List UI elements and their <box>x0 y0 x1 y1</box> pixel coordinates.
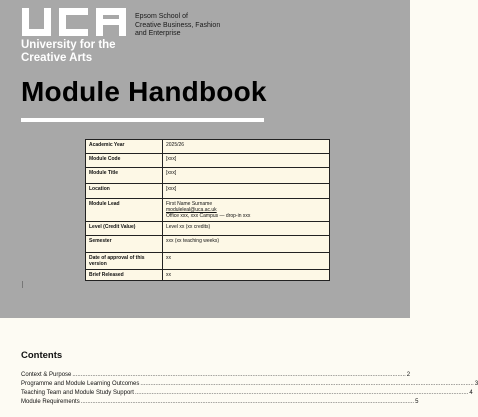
info-value <box>163 270 330 281</box>
info-value-line: xx <box>166 255 171 261</box>
contents-entry-leader: ........................................................................................................................................................................................................ <box>80 399 415 405</box>
info-row <box>86 168 330 184</box>
contents-entry-label: Programme and Module Learning Outcomes <box>21 381 140 387</box>
table-of-contents <box>21 350 478 407</box>
info-value-line: Level xx (xx credits) <box>166 224 211 230</box>
contents-entry-label: Teaching Team and Module Study Support <box>21 390 134 396</box>
school-name-line2: Creative Business, Fashion <box>135 21 221 29</box>
info-value-line: xx <box>166 272 171 278</box>
university-name-line1: University for the <box>21 39 116 51</box>
contents-entry-page: 3 <box>474 381 478 387</box>
info-value <box>163 184 330 199</box>
info-label: Module Lead <box>86 199 163 222</box>
info-label: Brief Released <box>86 270 163 281</box>
school-name-line3: and Enterprise <box>135 30 181 38</box>
contents-entry[interactable] <box>21 389 473 398</box>
contents-entry-page: 2 <box>406 372 411 378</box>
info-value <box>163 253 330 270</box>
info-value <box>163 154 330 168</box>
contents-entry[interactable] <box>21 380 478 389</box>
contents-entry-label: Context & Purpose <box>21 372 72 378</box>
university-name-line2: Creative Arts <box>21 51 93 64</box>
contents-entry-label: Module Requirements <box>21 399 80 405</box>
info-value-line: xxx (xx teaching weeks) <box>166 238 220 244</box>
info-row <box>86 270 330 281</box>
info-label: Level (Credit Value) <box>86 222 163 236</box>
info-value-line: [xxx] <box>166 156 177 162</box>
contents-entry-page: 4 <box>469 390 473 396</box>
info-value-line: Office xxx, xxx Campus — drop-in xxx <box>166 213 251 219</box>
contents-entry-page: 5 <box>415 399 419 405</box>
info-label: Date of approval of this version <box>86 253 163 270</box>
info-label: Module Code <box>86 154 163 168</box>
info-row <box>86 222 330 236</box>
school-name-line1: Epsom School of <box>135 13 188 20</box>
contents-entry-leader: ........................................................................................................................................................................................................ <box>134 390 469 396</box>
contents-entry-leader: ........................................................................................................................................................................................................ <box>140 381 474 387</box>
info-row <box>86 184 330 199</box>
info-label: Semester <box>86 236 163 253</box>
uca-logo-letters-icon <box>22 8 126 36</box>
contents-list <box>21 371 478 407</box>
info-row <box>86 199 330 222</box>
info-value-line: 2025/26 <box>166 142 185 148</box>
info-row <box>86 154 330 168</box>
info-label: Location <box>86 184 163 199</box>
info-value <box>163 199 330 222</box>
contents-heading: Contents <box>21 350 63 361</box>
contents-entry[interactable] <box>21 398 419 407</box>
document-title: Module Handbook <box>21 76 267 107</box>
info-row <box>86 253 330 270</box>
info-value <box>163 168 330 184</box>
text-cursor <box>22 281 23 288</box>
info-value <box>163 222 330 236</box>
info-value-line[interactable]: moduleleal@uca.ac.uk <box>166 207 217 213</box>
info-label: Academic Year <box>86 140 163 154</box>
module-info-table <box>85 139 330 281</box>
info-value-line: First Name Surname <box>166 201 213 207</box>
contents-entry-leader: ........................................................................................................................................................................................................ <box>72 372 406 378</box>
contents-entry[interactable] <box>21 371 411 380</box>
info-label: Module Title <box>86 168 163 184</box>
info-value <box>163 236 330 253</box>
info-value-line: [xxx] <box>166 170 177 176</box>
info-value-line: [xxx] <box>166 186 177 192</box>
university-name <box>21 39 116 64</box>
info-row <box>86 236 330 253</box>
school-name <box>135 13 220 39</box>
info-value <box>163 140 330 154</box>
info-row <box>86 140 330 154</box>
title-underline <box>21 118 264 122</box>
